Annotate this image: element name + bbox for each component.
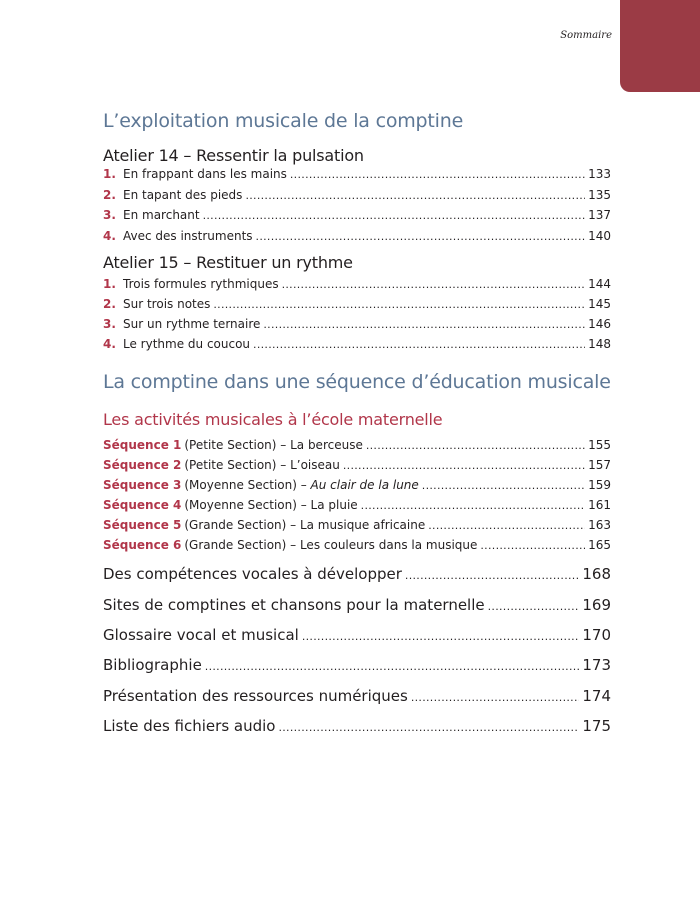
entry-page: 165 xyxy=(588,538,611,552)
entry-number: 1. xyxy=(103,277,116,291)
dot-leader xyxy=(343,457,585,474)
entry-number: 4. xyxy=(103,229,116,243)
toc-entry[interactable] xyxy=(103,296,611,313)
toc-entry[interactable] xyxy=(103,537,611,554)
dot-leader xyxy=(213,296,585,313)
toc-entry[interactable] xyxy=(103,517,611,534)
toc-entry[interactable] xyxy=(103,187,611,204)
entry-label: En marchant xyxy=(123,208,200,222)
chapter-tab xyxy=(620,0,700,92)
entry-number: 3. xyxy=(103,208,116,222)
toc-entry[interactable] xyxy=(103,655,611,677)
toc-entry[interactable] xyxy=(103,686,611,708)
entry-label: Sur trois notes xyxy=(123,297,211,311)
subsection-title: Les activités musicales à l’école maternelle xyxy=(103,410,443,429)
toc-entry[interactable] xyxy=(103,595,611,617)
dot-leader xyxy=(263,316,585,333)
entry-page: 168 xyxy=(582,565,611,583)
toc-entry[interactable] xyxy=(103,437,611,454)
entry-label: Le rythme du coucou xyxy=(123,337,251,351)
entry-page: 174 xyxy=(582,687,611,705)
entry-number: 2. xyxy=(103,297,116,311)
entry-page: 135 xyxy=(588,188,611,202)
entry-page: 144 xyxy=(588,277,611,291)
entry-label xyxy=(184,457,339,473)
dot-leader xyxy=(205,655,580,677)
dot-leader xyxy=(428,517,585,534)
toc-entry[interactable] xyxy=(103,228,611,245)
entry-label: Glossaire vocal et musical xyxy=(103,626,299,644)
entry-label: Liste des fichiers audio xyxy=(103,717,276,735)
entry-page: 161 xyxy=(588,498,611,512)
entry-label xyxy=(184,497,357,513)
entry-label: En tapant des pieds xyxy=(123,188,243,202)
entry-label: Sites de comptines et chansons pour la maternelle xyxy=(103,596,485,614)
toc-entry[interactable] xyxy=(103,207,611,224)
entry-label xyxy=(184,477,418,493)
running-header: Sommaire xyxy=(560,30,612,41)
toc-entry[interactable] xyxy=(103,316,611,333)
dot-leader xyxy=(405,564,579,586)
entry-page: 140 xyxy=(588,229,611,243)
entry-label-text: (Petite Section) – L’oiseau xyxy=(184,458,340,472)
toc-entry[interactable] xyxy=(103,625,611,647)
dot-leader xyxy=(422,477,585,494)
entry-page: 173 xyxy=(582,656,611,674)
atelier-title: Atelier 14 – Ressentir la pulsation xyxy=(103,146,364,165)
dot-leader xyxy=(253,336,585,353)
entry-page: 159 xyxy=(588,478,611,492)
toc-entry[interactable] xyxy=(103,497,611,514)
dot-leader xyxy=(282,276,586,293)
entry-label xyxy=(184,537,477,553)
entry-label: Des compétences vocales à développer xyxy=(103,565,402,583)
entry-label-italic: Au clair de la lune xyxy=(310,478,419,492)
sequence-label: Séquence 5 xyxy=(103,518,182,532)
entry-label: Sur un rythme ternaire xyxy=(123,317,261,331)
entry-label-text: (Petite Section) – La berceuse xyxy=(184,438,363,452)
sequence-label: Séquence 6 xyxy=(103,538,182,552)
entry-number: 1. xyxy=(103,167,116,181)
entry-page: 169 xyxy=(582,596,611,614)
dot-leader xyxy=(361,497,585,514)
dot-leader xyxy=(256,228,586,245)
entry-page: 148 xyxy=(588,337,611,351)
toc-entry[interactable] xyxy=(103,336,611,353)
entry-page: 170 xyxy=(582,626,611,644)
sequence-label: Séquence 4 xyxy=(103,498,182,512)
entry-number: 2. xyxy=(103,188,116,202)
sequence-label: Séquence 1 xyxy=(103,438,182,452)
entry-page: 163 xyxy=(588,518,611,532)
entry-label: Présentation des ressources numériques xyxy=(103,687,408,705)
entry-label-text: (Moyenne Section) – La pluie xyxy=(184,498,358,512)
toc-entry[interactable] xyxy=(103,276,611,293)
dot-leader xyxy=(302,625,580,647)
toc-entry[interactable] xyxy=(103,477,611,494)
dot-leader xyxy=(245,187,585,204)
toc-entry[interactable] xyxy=(103,716,611,738)
sequence-label: Séquence 2 xyxy=(103,458,182,472)
entry-label-text: (Grande Section) – La musique africaine xyxy=(184,518,426,532)
entry-number: 4. xyxy=(103,337,116,351)
entry-label: Avec des instruments xyxy=(123,229,253,243)
entry-page: 145 xyxy=(588,297,611,311)
dot-leader xyxy=(290,166,585,183)
entry-page: 133 xyxy=(588,167,611,181)
section-title: La comptine dans une séquence d’éducation musicale xyxy=(103,371,611,393)
entry-label xyxy=(184,437,362,453)
toc-entry[interactable] xyxy=(103,564,611,586)
atelier-title: Atelier 15 – Restituer un rythme xyxy=(103,253,353,272)
entry-page: 155 xyxy=(588,438,611,452)
entry-page: 146 xyxy=(588,317,611,331)
toc-entry[interactable] xyxy=(103,457,611,474)
entry-label-text: (Grande Section) – Les couleurs dans la musique xyxy=(184,538,478,552)
entry-label: En frappant dans les mains xyxy=(123,167,287,181)
entry-page: 137 xyxy=(588,208,611,222)
entry-label: Trois formules rythmiques xyxy=(123,277,279,291)
entry-page: 175 xyxy=(582,717,611,735)
sequence-label: Séquence 3 xyxy=(103,478,182,492)
dot-leader xyxy=(366,437,585,454)
dot-leader xyxy=(488,595,580,617)
dot-leader xyxy=(278,716,579,738)
dot-leader xyxy=(203,207,586,224)
entry-label xyxy=(184,517,425,533)
dot-leader xyxy=(411,686,580,708)
section-title: L’exploitation musicale de la comptine xyxy=(103,110,464,132)
entry-page: 157 xyxy=(588,458,611,472)
dot-leader xyxy=(480,537,585,554)
entry-label: Bibliographie xyxy=(103,656,202,674)
entry-label-text: (Moyenne Section) – xyxy=(184,478,311,492)
entry-number: 3. xyxy=(103,317,116,331)
toc-entry[interactable] xyxy=(103,166,611,183)
